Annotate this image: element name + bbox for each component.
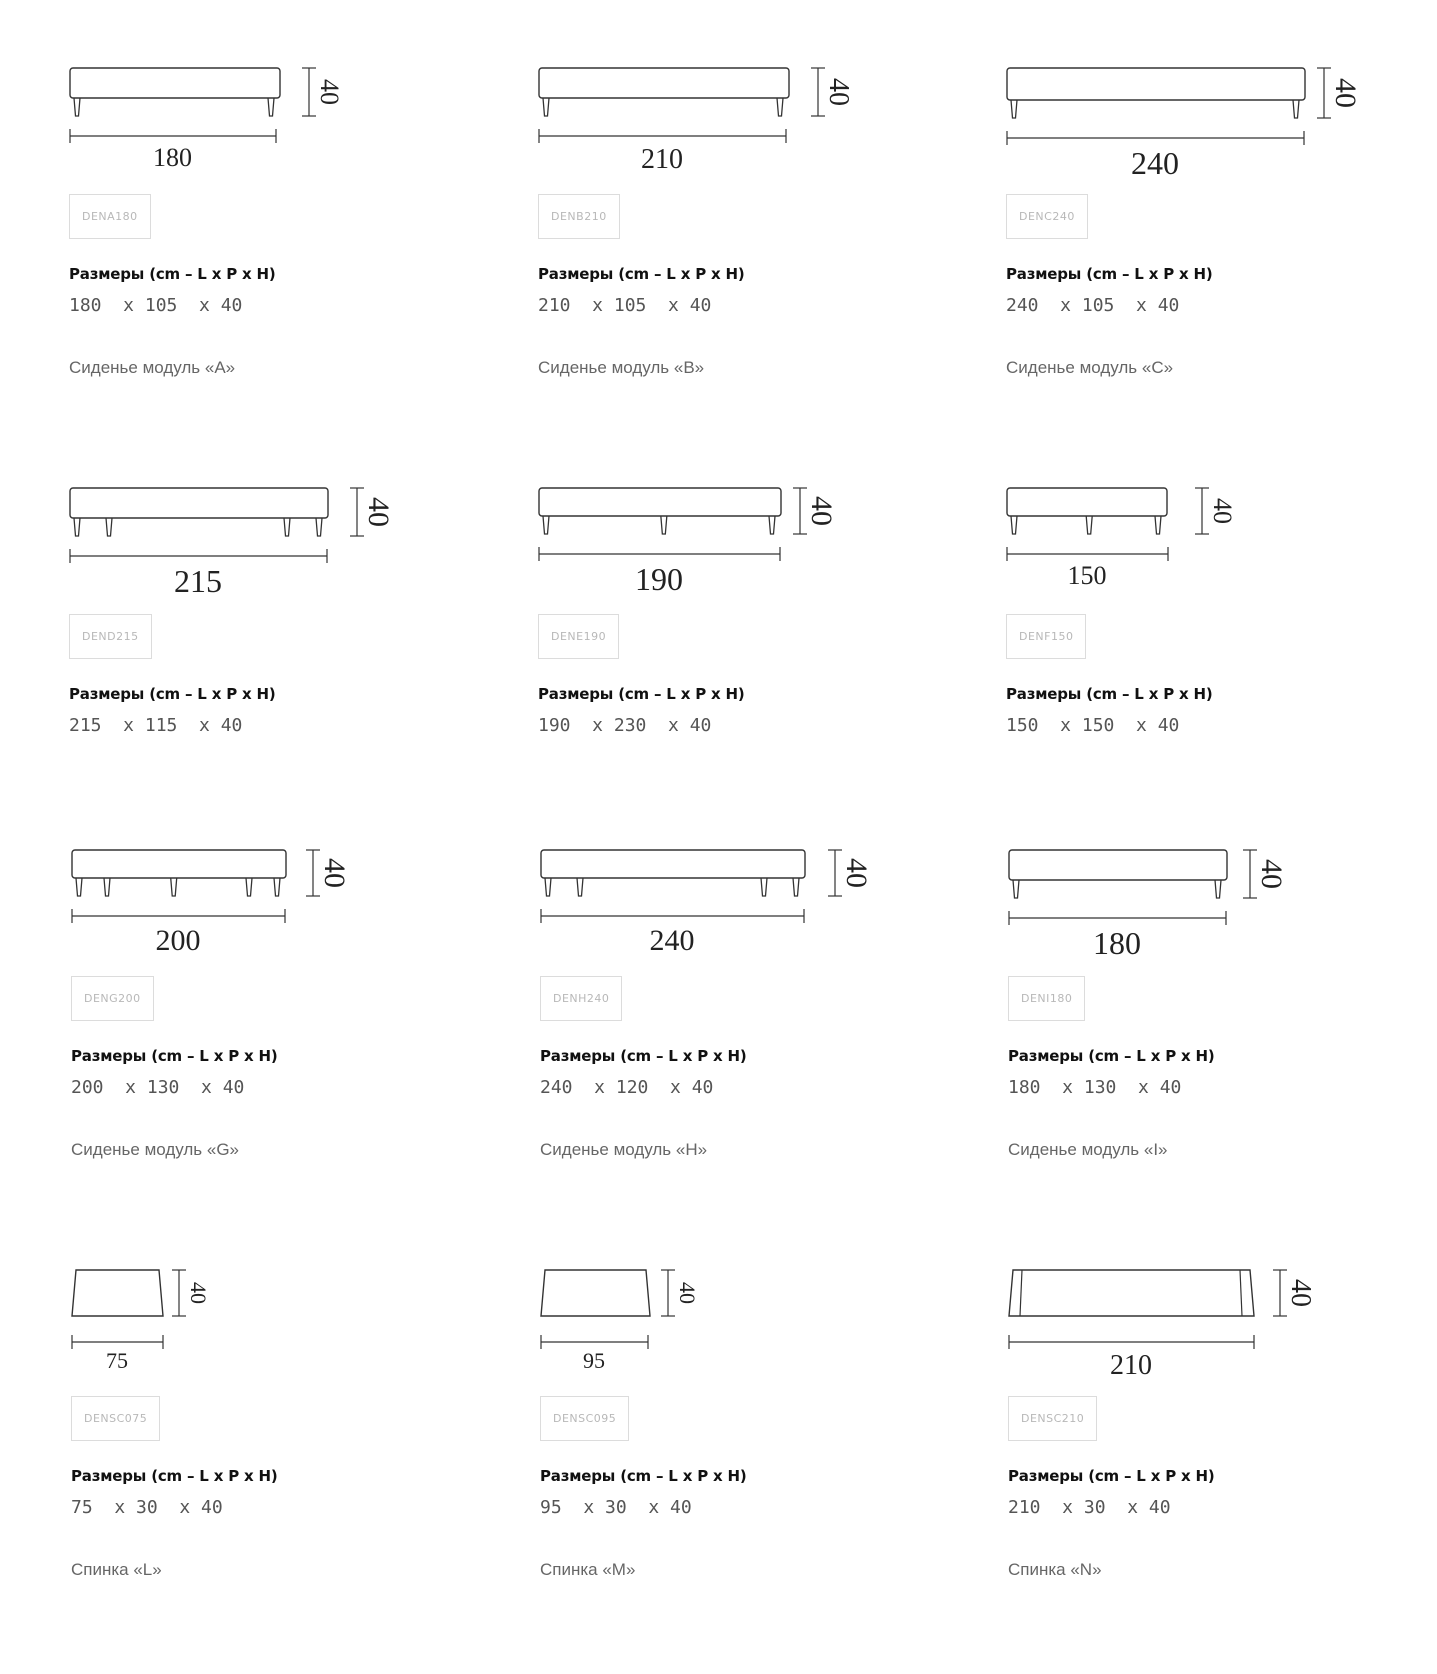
height-dimension: 40	[315, 79, 344, 105]
seat-leg	[106, 518, 112, 536]
product-code: DENH240	[540, 976, 622, 1021]
product-drawing	[69, 60, 469, 180]
seat-leg	[543, 98, 549, 116]
product-code: DENC240	[1006, 194, 1088, 239]
seat-leg	[171, 878, 177, 896]
product-drawing	[71, 842, 471, 962]
seat-leg	[74, 98, 80, 116]
length-dimension: 210	[1110, 1350, 1152, 1381]
module-description: Сиденье модуль «B»	[538, 358, 705, 377]
dimensions-value: 150 x 150 x 40	[1006, 715, 1180, 736]
module-description: Сиденье модуль «C»	[1006, 358, 1174, 377]
seat-body	[541, 850, 805, 878]
product-drawing	[1006, 60, 1406, 180]
backrest-edge	[1240, 1270, 1242, 1316]
seat-leg	[577, 878, 583, 896]
backrest-edge	[1020, 1270, 1022, 1316]
dimensions-value: 200 x 130 x 40	[71, 1077, 245, 1098]
length-dimension: 190	[635, 561, 683, 597]
product-code: DENB210	[538, 194, 620, 239]
seat-body	[72, 850, 286, 878]
module-description: Спинка «N»	[1008, 1560, 1102, 1579]
seat-body	[539, 68, 789, 98]
seat-leg	[1086, 516, 1092, 534]
seat-leg	[268, 98, 274, 116]
height-dimension: 40	[362, 497, 395, 527]
seat-leg	[76, 878, 82, 896]
product-code: DENSC210	[1008, 1396, 1097, 1441]
seat-leg	[104, 878, 110, 896]
seat-leg	[1215, 880, 1221, 898]
dimensions-value: 240 x 120 x 40	[540, 1077, 714, 1098]
product-code: DENSC095	[540, 1396, 629, 1441]
height-dimension: 40	[805, 496, 838, 526]
dimensions-value: 215 x 115 x 40	[69, 715, 243, 736]
dimensions-value: 95 x 30 x 40	[540, 1497, 692, 1518]
product-drawing	[538, 60, 938, 180]
seat-leg	[761, 878, 767, 896]
dimensions-label: Размеры (cm – L x P x H)	[1006, 265, 1213, 283]
seat-leg	[661, 516, 667, 534]
seat-body	[70, 68, 280, 98]
length-dimension: 180	[1093, 925, 1141, 961]
dimensions-label: Размеры (cm – L x P x H)	[71, 1467, 278, 1485]
backrest-body	[541, 1270, 650, 1316]
length-dimension: 150	[1067, 561, 1107, 590]
dimensions-value: 190 x 230 x 40	[538, 715, 712, 736]
seat-body	[539, 488, 781, 516]
height-dimension: 40	[318, 858, 351, 888]
seat-leg	[284, 518, 290, 536]
dimensions-label: Размеры (cm – L x P x H)	[71, 1047, 278, 1065]
seat-leg	[1013, 880, 1019, 898]
height-dimension: 40	[823, 78, 854, 106]
height-dimension: 40	[1255, 859, 1288, 889]
product-code: DENG200	[71, 976, 154, 1021]
length-dimension: 215	[174, 563, 222, 599]
product-drawing	[538, 480, 938, 600]
module-description: Спинка «M»	[540, 1560, 636, 1579]
seat-leg	[1293, 100, 1299, 118]
seat-leg	[777, 98, 783, 116]
length-dimension: 200	[155, 924, 201, 957]
dimensions-value: 240 x 105 x 40	[1006, 295, 1180, 316]
product-drawing	[69, 480, 469, 600]
dimensions-value: 180 x 130 x 40	[1008, 1077, 1182, 1098]
length-dimension: 75	[106, 1348, 128, 1373]
module-description: Спинка «L»	[71, 1560, 162, 1579]
height-dimension: 40	[1329, 78, 1362, 108]
length-dimension: 95	[583, 1348, 605, 1373]
length-dimension: 240	[649, 924, 695, 957]
product-code: DEND215	[69, 614, 152, 659]
seat-leg	[1011, 516, 1017, 534]
seat-leg	[1155, 516, 1161, 534]
height-dimension: 40	[1208, 498, 1237, 524]
product-drawing	[540, 1262, 940, 1382]
dimensions-label: Размеры (cm – L x P x H)	[540, 1467, 747, 1485]
seat-body	[70, 488, 328, 518]
product-code: DENF150	[1006, 614, 1086, 659]
seat-body	[1007, 68, 1305, 100]
length-dimension: 240	[1131, 145, 1179, 181]
dimensions-label: Размеры (cm – L x P x H)	[69, 265, 276, 283]
seat-leg	[543, 516, 549, 534]
dimensions-label: Размеры (cm – L x P x H)	[69, 685, 276, 703]
seat-leg	[545, 878, 551, 896]
seat-leg	[1011, 100, 1017, 118]
product-drawing	[540, 842, 940, 962]
dimensions-label: Размеры (cm – L x P x H)	[540, 1047, 747, 1065]
product-code: DENSC075	[71, 1396, 160, 1441]
dimensions-label: Размеры (cm – L x P x H)	[1008, 1047, 1215, 1065]
seat-body	[1009, 850, 1227, 880]
dimensions-value: 210 x 30 x 40	[1008, 1497, 1171, 1518]
dimensions-label: Размеры (cm – L x P x H)	[538, 685, 745, 703]
seat-leg	[274, 878, 280, 896]
length-dimension: 210	[641, 144, 683, 175]
product-drawing	[1006, 480, 1406, 600]
backrest-body	[72, 1270, 163, 1316]
dimensions-label: Размеры (cm – L x P x H)	[1006, 685, 1213, 703]
dimensions-value: 210 x 105 x 40	[538, 295, 712, 316]
product-code: DENA180	[69, 194, 151, 239]
module-description: Сиденье модуль «I»	[1008, 1140, 1168, 1159]
height-dimension: 40	[675, 1282, 700, 1304]
height-dimension: 40	[840, 858, 873, 888]
seat-body	[1007, 488, 1167, 516]
length-dimension: 180	[153, 143, 192, 172]
backrest-body	[1009, 1270, 1254, 1316]
module-description: Сиденье модуль «G»	[71, 1140, 240, 1159]
product-code: DENE190	[538, 614, 619, 659]
product-drawing	[71, 1262, 471, 1382]
dimensions-label: Размеры (cm – L x P x H)	[538, 265, 745, 283]
module-description: Сиденье модуль «A»	[69, 358, 236, 377]
seat-leg	[74, 518, 80, 536]
seat-leg	[246, 878, 252, 896]
seat-leg	[793, 878, 799, 896]
product-code: DENI180	[1008, 976, 1085, 1021]
product-drawing	[1008, 1262, 1408, 1382]
height-dimension: 40	[186, 1282, 211, 1304]
product-drawing	[1008, 842, 1408, 962]
module-description: Сиденье модуль «H»	[540, 1140, 708, 1159]
seat-leg	[769, 516, 775, 534]
dimensions-value: 75 x 30 x 40	[71, 1497, 223, 1518]
dimensions-value: 180 x 105 x 40	[69, 295, 243, 316]
dimensions-label: Размеры (cm – L x P x H)	[1008, 1467, 1215, 1485]
seat-leg	[316, 518, 322, 536]
height-dimension: 40	[1285, 1279, 1316, 1307]
